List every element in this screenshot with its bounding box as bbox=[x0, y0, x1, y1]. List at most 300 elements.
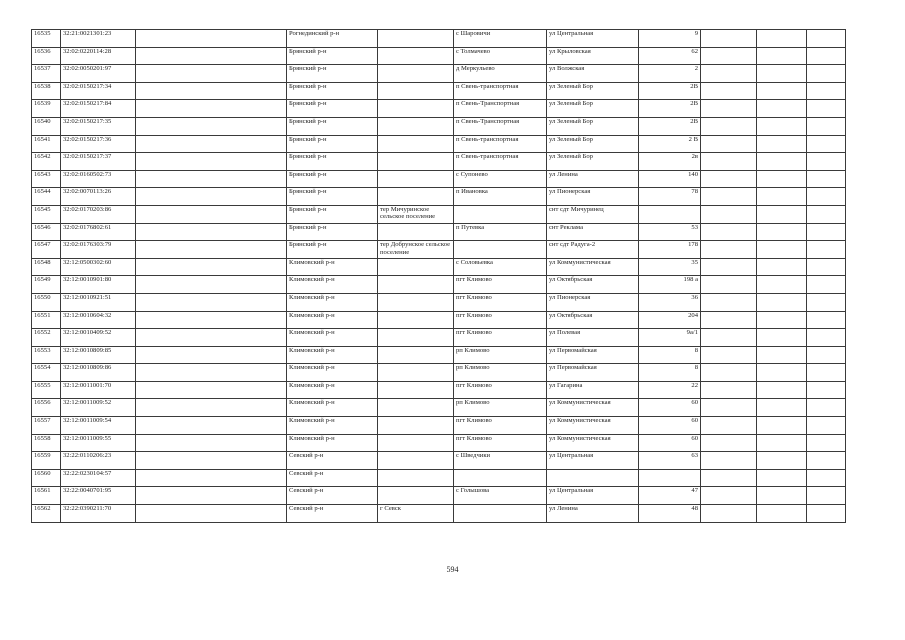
cell-street bbox=[547, 469, 639, 487]
cell-district: Климовский р-н bbox=[287, 276, 378, 294]
cell-district: Брянский р-н bbox=[287, 47, 378, 65]
cell-blank-field bbox=[136, 311, 287, 329]
cell-extra-3 bbox=[807, 311, 846, 329]
cell-extra-1 bbox=[701, 417, 757, 435]
cell-locality: рп Климово bbox=[454, 364, 547, 382]
cell-street: ул Коммунистическая bbox=[547, 417, 639, 435]
page-number: 594 bbox=[446, 565, 459, 574]
cell-house-number: 2 bbox=[639, 65, 701, 83]
cell-locality: пгт Климово bbox=[454, 293, 547, 311]
cell-blank-field bbox=[136, 241, 287, 259]
table-row bbox=[32, 417, 846, 435]
cell-extra-3 bbox=[807, 65, 846, 83]
cell-cadastral-number: 32:12:0010409:52 bbox=[61, 329, 136, 347]
cell-locality bbox=[454, 241, 547, 259]
cell-row-index: 16548 bbox=[32, 258, 61, 276]
cell-locality: п Свень-Транспортная bbox=[454, 117, 547, 135]
cell-blank-field bbox=[136, 82, 287, 100]
cell-row-index: 16542 bbox=[32, 153, 61, 171]
cell-cadastral-number: 32:22:0110206:23 bbox=[61, 452, 136, 470]
cell-blank-field bbox=[136, 100, 287, 118]
cell-settlement-territory bbox=[378, 170, 454, 188]
cell-extra-1 bbox=[701, 364, 757, 382]
cell-district: Севский р-н bbox=[287, 505, 378, 523]
cell-extra-1 bbox=[701, 452, 757, 470]
cell-extra-3 bbox=[807, 417, 846, 435]
cell-extra-3 bbox=[807, 117, 846, 135]
table-row bbox=[32, 381, 846, 399]
cell-house-number: 2в bbox=[639, 153, 701, 171]
cell-extra-1 bbox=[701, 170, 757, 188]
cell-cadastral-number: 32:02:0150217:84 bbox=[61, 100, 136, 118]
table-row bbox=[32, 170, 846, 188]
cell-house-number: 178 bbox=[639, 241, 701, 259]
cell-row-index: 16549 bbox=[32, 276, 61, 294]
cell-settlement-territory bbox=[378, 276, 454, 294]
table-row bbox=[32, 65, 846, 83]
cell-extra-1 bbox=[701, 434, 757, 452]
cell-house-number: 62 bbox=[639, 47, 701, 65]
cell-street: ул Зеленый Бор bbox=[547, 82, 639, 100]
cell-extra-1 bbox=[701, 223, 757, 241]
cell-house-number: 2В bbox=[639, 100, 701, 118]
cell-blank-field bbox=[136, 188, 287, 206]
cell-locality bbox=[454, 505, 547, 523]
cell-blank-field bbox=[136, 47, 287, 65]
cell-row-index: 16546 bbox=[32, 223, 61, 241]
cell-extra-3 bbox=[807, 223, 846, 241]
cell-row-index: 16535 bbox=[32, 30, 61, 48]
cell-blank-field bbox=[136, 329, 287, 347]
cell-settlement-territory bbox=[378, 417, 454, 435]
cell-extra-2 bbox=[757, 469, 807, 487]
cell-settlement-territory bbox=[378, 100, 454, 118]
cell-extra-2 bbox=[757, 452, 807, 470]
cell-cadastral-number: 32:12:0011009:52 bbox=[61, 399, 136, 417]
cell-extra-1 bbox=[701, 82, 757, 100]
cell-cadastral-number: 32:02:0160502:73 bbox=[61, 170, 136, 188]
cell-settlement-territory bbox=[378, 47, 454, 65]
table-row bbox=[32, 153, 846, 171]
cell-house-number: 204 bbox=[639, 311, 701, 329]
cell-blank-field bbox=[136, 364, 287, 382]
cell-blank-field bbox=[136, 135, 287, 153]
cell-district: Климовский р-н bbox=[287, 399, 378, 417]
cell-cadastral-number: 32:02:0150217:35 bbox=[61, 117, 136, 135]
cell-district: Климовский р-н bbox=[287, 364, 378, 382]
cell-street: ул Зеленый Бор bbox=[547, 153, 639, 171]
cell-house-number: 78 bbox=[639, 188, 701, 206]
cell-extra-2 bbox=[757, 135, 807, 153]
cell-house-number: 2В bbox=[639, 117, 701, 135]
cell-locality: п Свень-транспортная bbox=[454, 135, 547, 153]
cell-extra-2 bbox=[757, 153, 807, 171]
cell-extra-1 bbox=[701, 241, 757, 259]
cell-extra-3 bbox=[807, 329, 846, 347]
cell-extra-3 bbox=[807, 487, 846, 505]
cell-extra-1 bbox=[701, 469, 757, 487]
cell-district: Севский р-н bbox=[287, 487, 378, 505]
cell-district: Севский р-н bbox=[287, 469, 378, 487]
cell-blank-field bbox=[136, 469, 287, 487]
cell-street: ул Волжская bbox=[547, 65, 639, 83]
cell-street: ул Гагарина bbox=[547, 381, 639, 399]
cell-extra-3 bbox=[807, 188, 846, 206]
table-row bbox=[32, 399, 846, 417]
cell-row-index: 16538 bbox=[32, 82, 61, 100]
cell-cadastral-number: 32:21:0021301:23 bbox=[61, 30, 136, 48]
table-row bbox=[32, 258, 846, 276]
cell-row-index: 16551 bbox=[32, 311, 61, 329]
cell-row-index: 16562 bbox=[32, 505, 61, 523]
cell-extra-3 bbox=[807, 505, 846, 523]
cell-blank-field bbox=[136, 205, 287, 223]
cell-settlement-territory bbox=[378, 364, 454, 382]
cell-district: Климовский р-н bbox=[287, 346, 378, 364]
cell-district: Климовский р-н bbox=[287, 329, 378, 347]
cell-extra-3 bbox=[807, 205, 846, 223]
cell-settlement-territory bbox=[378, 487, 454, 505]
cell-extra-3 bbox=[807, 47, 846, 65]
cell-extra-2 bbox=[757, 170, 807, 188]
cell-house-number: 35 bbox=[639, 258, 701, 276]
cell-district: Брянский р-н bbox=[287, 153, 378, 171]
cell-settlement-territory bbox=[378, 346, 454, 364]
cell-row-index: 16560 bbox=[32, 469, 61, 487]
cell-locality: с Толмачево bbox=[454, 47, 547, 65]
cell-settlement-territory bbox=[378, 135, 454, 153]
cell-row-index: 16537 bbox=[32, 65, 61, 83]
cell-row-index: 16554 bbox=[32, 364, 61, 382]
cell-locality: пгт Климово bbox=[454, 381, 547, 399]
cell-locality: п Свень-Транспортная bbox=[454, 100, 547, 118]
cell-extra-1 bbox=[701, 381, 757, 399]
cell-settlement-territory: тер Добрунское сельское поселение bbox=[378, 241, 454, 259]
cell-street: ул Первомайская bbox=[547, 364, 639, 382]
cell-house-number: 60 bbox=[639, 417, 701, 435]
table-row bbox=[32, 82, 846, 100]
cell-settlement-territory: тер Мичуринское сельское поселение bbox=[378, 205, 454, 223]
cell-blank-field bbox=[136, 505, 287, 523]
cell-extra-1 bbox=[701, 135, 757, 153]
register-table bbox=[31, 29, 846, 523]
cell-extra-2 bbox=[757, 241, 807, 259]
cell-house-number: 22 bbox=[639, 381, 701, 399]
cell-blank-field bbox=[136, 223, 287, 241]
cell-row-index: 16559 bbox=[32, 452, 61, 470]
cell-row-index: 16543 bbox=[32, 170, 61, 188]
cell-extra-3 bbox=[807, 170, 846, 188]
table-row bbox=[32, 311, 846, 329]
cell-district: Брянский р-н bbox=[287, 188, 378, 206]
cell-blank-field bbox=[136, 346, 287, 364]
cell-extra-2 bbox=[757, 100, 807, 118]
cell-cadastral-number: 32:12:0011009:54 bbox=[61, 417, 136, 435]
cell-extra-1 bbox=[701, 505, 757, 523]
cell-extra-3 bbox=[807, 364, 846, 382]
cell-extra-2 bbox=[757, 30, 807, 48]
cell-cadastral-number: 32:02:0150217:36 bbox=[61, 135, 136, 153]
table-row bbox=[32, 346, 846, 364]
cell-house-number: 48 bbox=[639, 505, 701, 523]
cell-extra-2 bbox=[757, 417, 807, 435]
cell-street: ул Центральная bbox=[547, 452, 639, 470]
cell-extra-2 bbox=[757, 293, 807, 311]
cell-extra-2 bbox=[757, 82, 807, 100]
cell-locality: с Шаровичи bbox=[454, 30, 547, 48]
cell-row-index: 16552 bbox=[32, 329, 61, 347]
cell-locality: с Супонево bbox=[454, 170, 547, 188]
cell-extra-1 bbox=[701, 100, 757, 118]
register-table-body bbox=[32, 30, 846, 523]
cell-locality: пгт Климово bbox=[454, 311, 547, 329]
cell-extra-2 bbox=[757, 47, 807, 65]
cell-district: Брянский р-н bbox=[287, 82, 378, 100]
cell-extra-3 bbox=[807, 293, 846, 311]
cell-settlement-territory: г Севск bbox=[378, 505, 454, 523]
cell-locality: д Меркульево bbox=[454, 65, 547, 83]
cell-blank-field bbox=[136, 30, 287, 48]
cell-blank-field bbox=[136, 293, 287, 311]
cell-blank-field bbox=[136, 170, 287, 188]
cell-house-number: 198 а bbox=[639, 276, 701, 294]
cell-house-number: 9а/1 bbox=[639, 329, 701, 347]
cell-settlement-territory bbox=[378, 434, 454, 452]
table-row bbox=[32, 364, 846, 382]
cell-house-number bbox=[639, 469, 701, 487]
table-row bbox=[32, 117, 846, 135]
cell-district: Брянский р-н bbox=[287, 65, 378, 83]
cell-extra-3 bbox=[807, 153, 846, 171]
cell-row-index: 16536 bbox=[32, 47, 61, 65]
cell-street: ул Первомайская bbox=[547, 346, 639, 364]
cell-locality: с Голышова bbox=[454, 487, 547, 505]
cell-settlement-territory bbox=[378, 30, 454, 48]
cell-house-number: 140 bbox=[639, 170, 701, 188]
cell-street: ул Зеленый Бор bbox=[547, 100, 639, 118]
table-row bbox=[32, 487, 846, 505]
table-row bbox=[32, 188, 846, 206]
cell-cadastral-number: 32:02:0150217:37 bbox=[61, 153, 136, 171]
cell-extra-3 bbox=[807, 135, 846, 153]
cell-locality: рп Климово bbox=[454, 346, 547, 364]
cell-settlement-territory bbox=[378, 223, 454, 241]
cell-house-number: 9 bbox=[639, 30, 701, 48]
cell-house-number: 2В bbox=[639, 82, 701, 100]
cell-blank-field bbox=[136, 258, 287, 276]
cell-cadastral-number: 32:12:0010809:85 bbox=[61, 346, 136, 364]
cell-street: ул Октябрьская bbox=[547, 311, 639, 329]
cell-district: Климовский р-н bbox=[287, 381, 378, 399]
cell-cadastral-number: 32:02:0070113:26 bbox=[61, 188, 136, 206]
cell-row-index: 16539 bbox=[32, 100, 61, 118]
cell-blank-field bbox=[136, 399, 287, 417]
cell-locality: п Ивановка bbox=[454, 188, 547, 206]
cell-cadastral-number: 32:02:0050201:97 bbox=[61, 65, 136, 83]
cell-district: Климовский р-н bbox=[287, 293, 378, 311]
cell-settlement-territory bbox=[378, 311, 454, 329]
cell-cadastral-number: 32:22:0390211:70 bbox=[61, 505, 136, 523]
cell-locality bbox=[454, 469, 547, 487]
cell-district: Рогнединский р-н bbox=[287, 30, 378, 48]
cell-extra-3 bbox=[807, 276, 846, 294]
cell-cadastral-number: 32:12:0010901:80 bbox=[61, 276, 136, 294]
cell-street: ул Ленина bbox=[547, 170, 639, 188]
cell-locality bbox=[454, 205, 547, 223]
cell-extra-1 bbox=[701, 258, 757, 276]
cell-cadastral-number: 32:12:0500302:60 bbox=[61, 258, 136, 276]
cell-extra-2 bbox=[757, 399, 807, 417]
cell-settlement-territory bbox=[378, 293, 454, 311]
cell-locality: с Шведчики bbox=[454, 452, 547, 470]
cell-locality: пгт Климово bbox=[454, 434, 547, 452]
cell-extra-2 bbox=[757, 258, 807, 276]
cell-locality: пгт Климово bbox=[454, 329, 547, 347]
cell-extra-1 bbox=[701, 346, 757, 364]
cell-extra-1 bbox=[701, 47, 757, 65]
cell-house-number: 36 bbox=[639, 293, 701, 311]
table-row bbox=[32, 205, 846, 223]
cell-street: ул Крыловская bbox=[547, 47, 639, 65]
cell-extra-2 bbox=[757, 364, 807, 382]
cell-house-number: 53 bbox=[639, 223, 701, 241]
cell-row-index: 16541 bbox=[32, 135, 61, 153]
cell-cadastral-number: 32:12:0010604:32 bbox=[61, 311, 136, 329]
cell-street: снт сдт Мичуринец bbox=[547, 205, 639, 223]
cell-blank-field bbox=[136, 452, 287, 470]
cell-district: Брянский р-н bbox=[287, 170, 378, 188]
cell-row-index: 16547 bbox=[32, 241, 61, 259]
cell-extra-1 bbox=[701, 65, 757, 83]
table-row bbox=[32, 47, 846, 65]
cell-cadastral-number: 32:12:0010921:51 bbox=[61, 293, 136, 311]
cell-settlement-territory bbox=[378, 329, 454, 347]
cell-house-number: 60 bbox=[639, 399, 701, 417]
cell-extra-1 bbox=[701, 311, 757, 329]
cell-settlement-territory bbox=[378, 258, 454, 276]
cell-extra-3 bbox=[807, 30, 846, 48]
cell-cadastral-number: 32:22:0230104:57 bbox=[61, 469, 136, 487]
cell-row-index: 16550 bbox=[32, 293, 61, 311]
table-row bbox=[32, 469, 846, 487]
cell-extra-3 bbox=[807, 241, 846, 259]
cell-settlement-territory bbox=[378, 452, 454, 470]
cell-district: Брянский р-н bbox=[287, 223, 378, 241]
cell-extra-1 bbox=[701, 188, 757, 206]
cell-settlement-territory bbox=[378, 65, 454, 83]
cell-cadastral-number: 32:12:0011001:70 bbox=[61, 381, 136, 399]
cell-row-index: 16558 bbox=[32, 434, 61, 452]
cell-settlement-territory bbox=[378, 82, 454, 100]
cell-district: Климовский р-н bbox=[287, 417, 378, 435]
cell-extra-2 bbox=[757, 117, 807, 135]
cell-house-number bbox=[639, 205, 701, 223]
table-row bbox=[32, 223, 846, 241]
cell-extra-2 bbox=[757, 381, 807, 399]
cell-blank-field bbox=[136, 65, 287, 83]
cell-cadastral-number: 32:12:0011009:55 bbox=[61, 434, 136, 452]
cell-extra-2 bbox=[757, 434, 807, 452]
cell-row-index: 16561 bbox=[32, 487, 61, 505]
cell-extra-3 bbox=[807, 346, 846, 364]
cell-district: Севский р-н bbox=[287, 452, 378, 470]
cell-district: Брянский р-н bbox=[287, 205, 378, 223]
cell-extra-2 bbox=[757, 311, 807, 329]
cell-street: ул Пионерская bbox=[547, 188, 639, 206]
cell-extra-2 bbox=[757, 329, 807, 347]
table-row bbox=[32, 276, 846, 294]
cell-district: Брянский р-н bbox=[287, 241, 378, 259]
cell-extra-2 bbox=[757, 505, 807, 523]
cell-extra-1 bbox=[701, 153, 757, 171]
table-row bbox=[32, 329, 846, 347]
cell-extra-3 bbox=[807, 399, 846, 417]
cell-extra-1 bbox=[701, 30, 757, 48]
cell-cadastral-number: 32:22:0040701:95 bbox=[61, 487, 136, 505]
cell-district: Брянский р-н bbox=[287, 135, 378, 153]
cell-extra-2 bbox=[757, 346, 807, 364]
cell-extra-1 bbox=[701, 293, 757, 311]
cell-row-index: 16557 bbox=[32, 417, 61, 435]
cell-extra-2 bbox=[757, 188, 807, 206]
cell-street: ул Ленина bbox=[547, 505, 639, 523]
cell-row-index: 16556 bbox=[32, 399, 61, 417]
cell-row-index: 16540 bbox=[32, 117, 61, 135]
table-row bbox=[32, 452, 846, 470]
cell-settlement-territory bbox=[378, 117, 454, 135]
cell-extra-1 bbox=[701, 487, 757, 505]
table-row bbox=[32, 30, 846, 48]
cell-extra-3 bbox=[807, 452, 846, 470]
cell-extra-3 bbox=[807, 258, 846, 276]
cell-extra-3 bbox=[807, 100, 846, 118]
cell-street: ул Октябрьская bbox=[547, 276, 639, 294]
cell-blank-field bbox=[136, 487, 287, 505]
cell-cadastral-number: 32:12:0010809:86 bbox=[61, 364, 136, 382]
cell-street: ул Зеленый Бор bbox=[547, 135, 639, 153]
cell-district: Климовский р-н bbox=[287, 311, 378, 329]
cell-row-index: 16555 bbox=[32, 381, 61, 399]
cell-district: Климовский р-н bbox=[287, 434, 378, 452]
cell-settlement-territory bbox=[378, 188, 454, 206]
cell-extra-3 bbox=[807, 434, 846, 452]
cell-cadastral-number: 32:02:0176802:61 bbox=[61, 223, 136, 241]
cell-street: ул Зеленый Бор bbox=[547, 117, 639, 135]
cell-locality: п Свень-транспортная bbox=[454, 153, 547, 171]
cell-settlement-territory bbox=[378, 469, 454, 487]
cell-extra-2 bbox=[757, 65, 807, 83]
cell-street: снт сдт Радуга-2 bbox=[547, 241, 639, 259]
cell-house-number: 8 bbox=[639, 364, 701, 382]
cell-cadastral-number: 32:02:0170203:86 bbox=[61, 205, 136, 223]
cell-locality: п Путевка bbox=[454, 223, 547, 241]
cell-street: снт Рекламa bbox=[547, 223, 639, 241]
cell-blank-field bbox=[136, 381, 287, 399]
cell-locality: пгт Климово bbox=[454, 276, 547, 294]
cell-cadastral-number: 32:02:0176303:79 bbox=[61, 241, 136, 259]
cell-street: ул Коммунистическая bbox=[547, 258, 639, 276]
cell-district: Брянский р-н bbox=[287, 100, 378, 118]
cell-settlement-territory bbox=[378, 399, 454, 417]
cell-district: Брянский р-н bbox=[287, 117, 378, 135]
cell-locality: п Свень-транспортная bbox=[454, 82, 547, 100]
cell-street: ул Коммунистическая bbox=[547, 434, 639, 452]
cell-district: Климовский р-н bbox=[287, 258, 378, 276]
cell-locality: с Соловьевка bbox=[454, 258, 547, 276]
cell-settlement-territory bbox=[378, 153, 454, 171]
cell-street: ул Центральная bbox=[547, 30, 639, 48]
cell-extra-3 bbox=[807, 469, 846, 487]
